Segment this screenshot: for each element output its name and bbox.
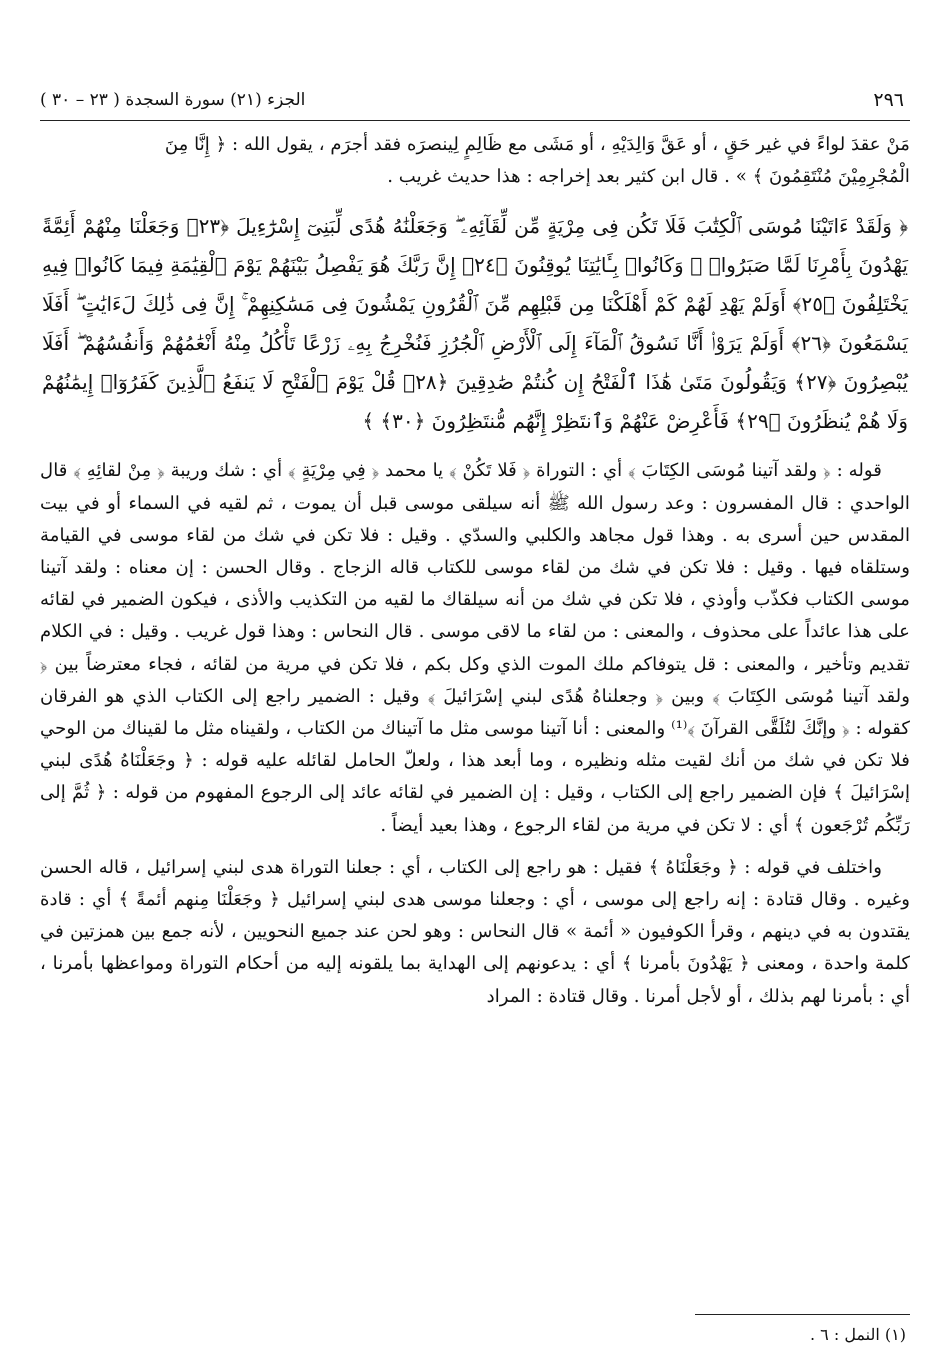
quran-verses-block: ﴿ وَلَقَدْ ءَاتَيْنَا مُوسَى ٱلْكِتَٰبَ فَلَا تَكُن فِى مِرْيَةٍ مِّن لِّقَآئِهِۦ ۖ وَجَعَلْنَٰهُ هُدًى لِّبَنِىٓ إِسْرَٰٓءِيلَ ﴿٢٣﴾ وَجَعَلْنَا مِنْهُمْ أَئِمَّةً يَهْدُونَ بِأَمْرِنَا لَمَّا صَبَرُوا۟ ۖ وَكَانُوا۟ بِـَٔايَٰتِنَا يُوقِنُونَ ﴿٢٤﴾ إِنَّ رَبَّكَ هُوَ يَفْصِلُ بَيْنَهُمْ يَوْمَ ٱلْقِيَٰمَةِ فِيمَا كَانُوا۟ فِيهِ يَخْتَلِفُونَ ﴿٢٥﴾ أَوَلَمْ يَهْدِ لَهُمْ كَمْ أَهْلَكْنَا مِن قَبْلِهِم مِّنَ ٱلْقُرُونِ يَمْشُونَ فِى مَسَٰكِنِهِمْ ۚ إِنَّ فِى ذَٰلِكَ لَءَايَٰتٍ ۖ أَفَلَا يَسْمَعُونَ ﴿٢٦﴾ أَوَلَمْ يَرَوْا۟ أَنَّا نَسُوقُ ٱلْمَآءَ إِلَى ٱلْأَرْضِ ٱلْجُرُزِ فَنُخْرِجُ بِهِۦ زَرْعًا تَأْكُلُ مِنْهُ أَنْعَٰمُهُمْ وَأَنفُسُهُمْ ۖ أَفَلَا يُبْصِرُونَ ﴿٢٧﴾ وَيَقُولُونَ مَتَىٰ هَٰذَا ٱلْفَتْحُ إِن كُنتُمْ صَٰدِقِينَ ﴿٢٨﴾ قُلْ يَوْمَ ٱلْفَتْحِ لَا يَنفَعُ ٱلَّذِينَ كَفَرُوٓا۟ إِيمَٰنُهُمْ وَلَا هُمْ يُنظَرُونَ ﴿٢٩﴾ فَأَعْرِضْ عَنْهُمْ وَٱنتَظِرْ إِنَّهُم مُّنتَظِرُونَ ﴿٣٠﴾ ﴾ (42, 214, 909, 434)
book-page (40, 84, 910, 1354)
intro-line-1: مَنْ عقدَ لواءً في غير حَقٍ ، أو عَقَّ وَالِدَيْهِ ، أو مَشَى مع ظَالِمٍ لِينصرَه فقد أجرَم ، يقول الله : ﴿ إِنَّا مِنَ (164, 134, 910, 155)
footnote-divider (695, 1314, 910, 1315)
intro-line-2: الْمُجْرِمِيْنَ مُنْتَقِمُونَ ﴾ » . قال ابن كثير بعد إخراجه : هذا حديث غريب . (387, 166, 910, 188)
footnote: (١) النمل : ٦ . (809, 1325, 906, 1344)
page-header (40, 84, 910, 121)
page-number: ٢٩٦ (873, 89, 904, 111)
running-title: الجزء (٢١) سورة السجدة ( ٢٣ – ٣٠ ) (40, 90, 306, 110)
commentary-paragraph-1: قوله : ﴿ ولقد آتينا مُوسَى الكِتَابَ ﴾ أي : التوراة ﴿ فَلا تَكُنْ ﴾ يا محمد ﴿ فِي مِرْيَةٍ ﴾ أي : شك وريبة ﴿ مِنْ لقائِهِ ﴾ قال الواحدي : قال المفسرون : وعد رسول الله ﷺ أنه سيلقى موسى قبل أن يموت ، ثم لقيه في السماء أو في بيت المقدس حين أسرى به . وهذا قول مجاهد والكلبي والسدّي . وقيل : فلا تكن في شك من لقاء موسى في القيامة وستلقاه فيها . وقيل : فلا تكن في شك من لقاء موسى للكتاب قاله الزجاج . وقال الحسن : إن معناه : ولقد آتينا موسى الكتاب فكذّب وأوذي ، فلا تكن في شك من أنه سيلقاك ما لقيه من التكذيب والأذى ، فيكون الضمير في لقائه على هذا عائداً على محذوف ، والمعنى : من لقاء ما لاقى موسى . قال النحاس : وهذا قول غريب . وقيل : في الكلام تقديم وتأخير ، والمعنى : قل يتوفاكم ملك الموت الذي وكل بكم ، فلا تكن في مرية من لقائه ، فجاء معترضاً بين ﴿ ولقد آتينا مُوسَى الكِتَابَ ﴾ وبين ﴿ وجعلناهُ هُدًى لبني إسْرَائيلَ ﴾ وقيل : الضمير راجع إلى الكتاب الذي هو الفرقان كقوله : ﴿ وإنَّكَ لتُلَقَّى القرآنَ ﴾⁽¹⁾ والمعنى : أنا آتينا موسى مثل ما آتيناك من الكتاب ، ولقيناه مثل ما لقيناك من الوحي فلا تكن في شك من أنك لقيت مثله ونظيره ، وما أبعد هذا ، ولعلّ الحامل لقائله عليه قوله : ﴿ وجَعَلْنَاهُ هُدًى لبني إسْرَائيلَ ﴾ فإن الضمير راجع إلى الكتاب ، وقيل : إن الضمير في لقائه عائد إلى الرجوع المفهوم من قوله : ﴿ ثُمَّ إلى رَبِّكُم تُرْجَعون ﴾ أي : لا تكن في مرية من لقاء الرجوع ، وهذا بعيد أيضاً . (40, 460, 910, 836)
commentary-paragraph-2: واختلف في قوله : ﴿ وجَعَلْنَاهُ ﴾ فقيل : هو راجع إلى الكتاب ، أي : جعلنا التوراة هدى لبني إسرائيل ، قاله الحسن وغيره . وقال قتادة : إنه راجع إلى موسى ، أي : وجعلنا موسى هدى لبني إسرائيل ﴿ وجَعَلْنَا مِنهم أئمةً ﴾ أي : قادة يقتدون به في دينهم ، وقرأ الكوفيون « أئمة » قال النحاس : وهو لحن عند جميع النحويين ، لأنه جمع بين همزتين في كلمة واحدة ، ومعنى ﴿ يَهْدُونَ بأمرنا ﴾ أي : يدعونهم إلى الهداية بما يلقونه إليه من أحكام التوراة ومواعظها بأمرنا ، أي : بأمرنا لهم بذلك ، أو لأجل أمرنا . وقال قتادة : المراد (40, 856, 910, 1007)
